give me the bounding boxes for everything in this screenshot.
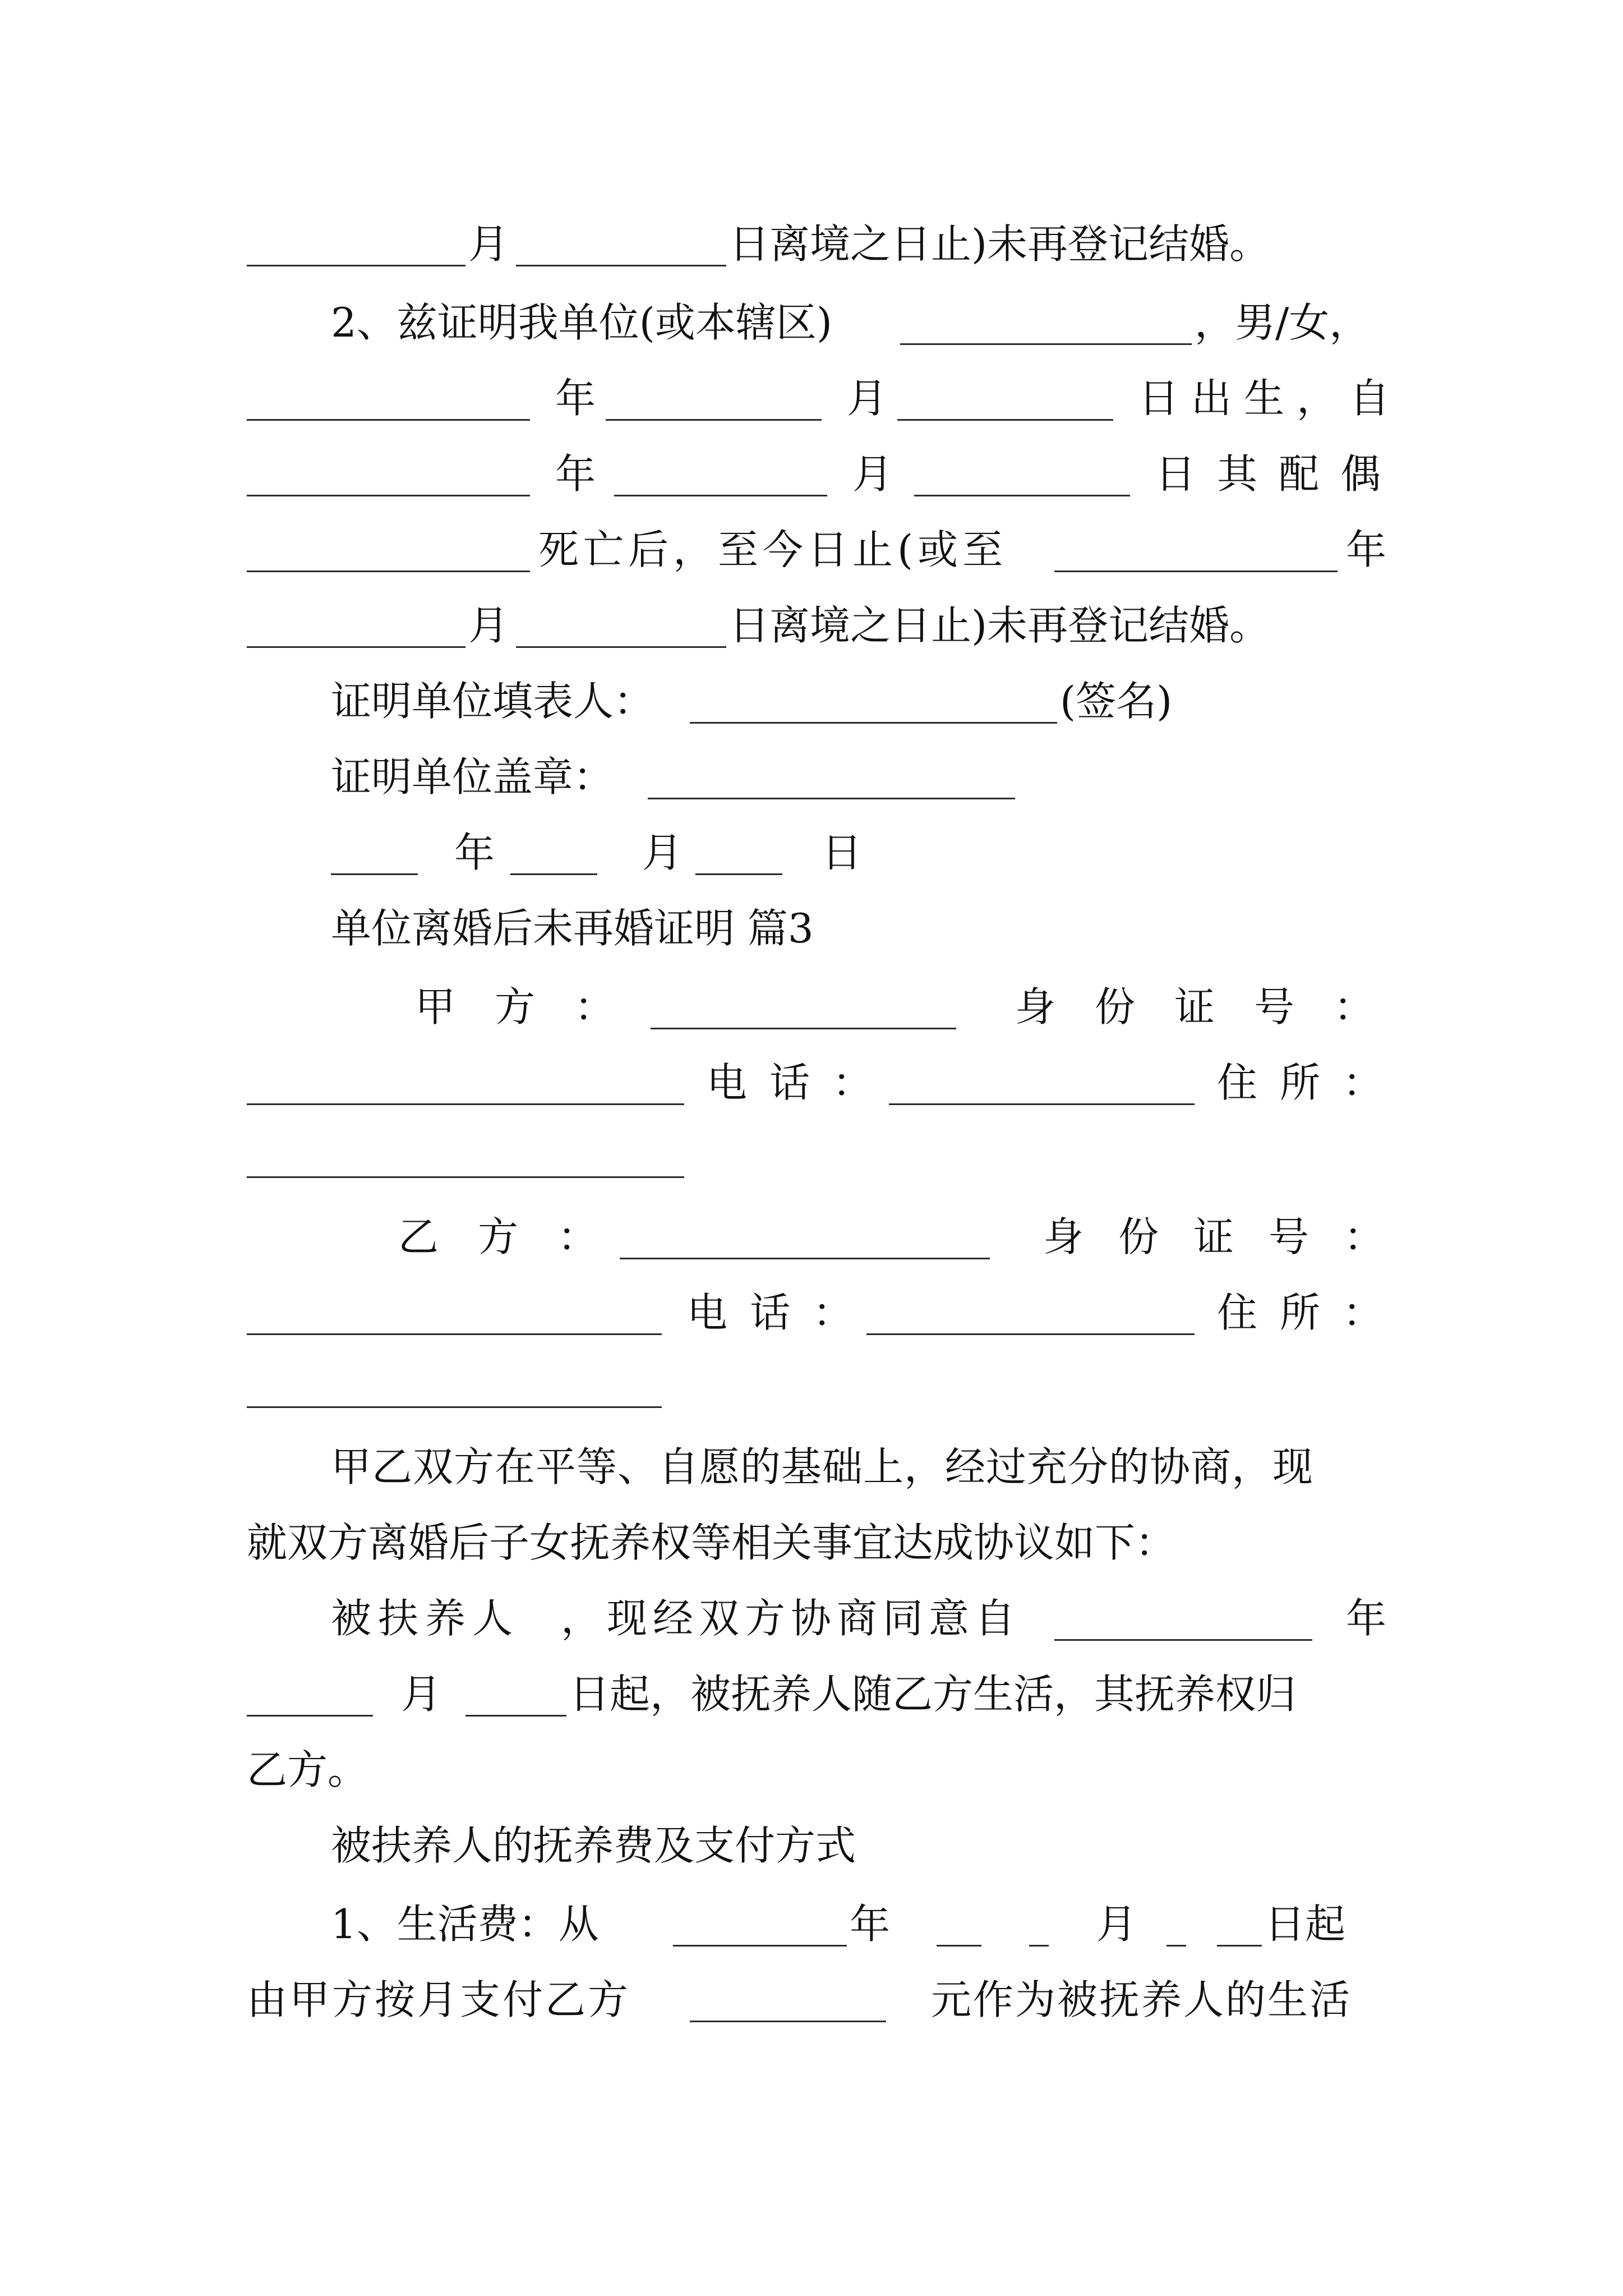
blank-field[interactable] (1054, 513, 1338, 572)
text-segment: 年 (454, 829, 495, 876)
text-segment: 乙方。 (247, 1746, 368, 1793)
blank-field[interactable] (937, 1888, 981, 1947)
text-segment: 月 (852, 450, 893, 498)
blank-field[interactable] (247, 1046, 684, 1105)
blank-field[interactable] (516, 589, 726, 648)
blank-field[interactable] (889, 1046, 1195, 1105)
blank-field[interactable] (516, 208, 726, 266)
text-line (247, 589, 1391, 662)
text-segment: 被扶养人的抚养费及支付方式 (331, 1822, 856, 1869)
text-line (247, 1046, 1406, 1119)
text-line (247, 1888, 1391, 1961)
text-segment: 年 (1346, 526, 1387, 573)
text-segment: 日 (822, 829, 863, 876)
blank-field[interactable] (1029, 1888, 1049, 1947)
blank-field[interactable] (1166, 1888, 1186, 1947)
blank-field[interactable] (247, 589, 465, 648)
text-line (247, 362, 1403, 435)
text-line (247, 1349, 1391, 1422)
text-segment: 就双方离婚后子女抚养权等相关事宜达成协议如下： (247, 1519, 1176, 1566)
text-segment: 住所： (1217, 1289, 1406, 1336)
text-segment: 年 (1346, 1595, 1387, 1642)
seal-blank[interactable] (648, 740, 1015, 799)
signer-blank[interactable] (690, 665, 1057, 724)
text-segment: 月 (847, 375, 888, 422)
blank-field[interactable] (914, 438, 1130, 496)
text-segment: 乙方： (398, 1213, 638, 1260)
text-line (247, 665, 1391, 738)
section-heading (247, 892, 1391, 965)
text-segment: 月 (468, 602, 509, 649)
text-segment: 年 (555, 375, 596, 422)
text-segment: 年 (555, 450, 596, 498)
text-segment: 身份证号： (1043, 1213, 1419, 1260)
blank-field[interactable] (247, 438, 530, 496)
text-segment: 身份证号： (1015, 983, 1414, 1030)
text-segment: 年 (850, 1901, 891, 1948)
text-line (247, 1963, 1391, 2036)
blank-field[interactable] (247, 362, 530, 421)
blank-field[interactable] (247, 1658, 373, 1717)
text-segment: 日起，被抚养人随乙方生活，其抚养权归 (569, 1671, 1297, 1718)
blank-field[interactable] (606, 362, 822, 421)
text-segment: 月 (642, 829, 683, 876)
text-segment: 月 (401, 1671, 442, 1718)
blank-field[interactable] (247, 513, 530, 572)
blank-field[interactable] (695, 816, 782, 875)
text-segment: 日出生，自 (1138, 375, 1403, 422)
heading-text: 单位离婚后未再婚证明 篇3 (331, 905, 814, 952)
blank-field[interactable] (510, 816, 597, 875)
text-line (247, 208, 1391, 280)
text-segment: 电话： (687, 1289, 876, 1336)
text-segment: 电话： (707, 1059, 896, 1106)
text-segment: 被扶养人 (331, 1595, 520, 1642)
text-segment: 证明单位盖章： (331, 753, 614, 800)
text-segment: 甲方： (415, 983, 654, 1030)
text-line (247, 816, 1391, 889)
paragraph-line (247, 1506, 1391, 1579)
text-segment: ，男/女， (1195, 299, 1370, 346)
blank-field[interactable] (690, 1963, 886, 2022)
text-segment: 住所： (1217, 1059, 1406, 1106)
blank-field[interactable] (673, 1888, 847, 1947)
text-line (247, 1582, 1391, 1655)
text-segment: 日离境之日止)未再登记结婚。 (729, 220, 1270, 268)
blank-field[interactable] (1054, 1582, 1312, 1641)
text-segment: 1、生活费：从 (331, 1901, 599, 1948)
paragraph-line (247, 1430, 1391, 1503)
text-segment: ，现经双方协商同意自 (561, 1595, 1021, 1642)
blank-field[interactable] (866, 1276, 1195, 1335)
blank-field[interactable] (247, 208, 465, 266)
text-line (247, 1658, 1391, 1731)
text-segment: 证明单位填表人： (331, 678, 654, 725)
blank-field[interactable] (614, 438, 827, 496)
blank-field[interactable] (1217, 1888, 1262, 1947)
text-line (247, 1200, 1419, 1273)
text-segment: 日其配偶 (1155, 450, 1403, 498)
text-line (247, 1119, 1391, 1192)
text-segment: 甲乙双方在平等、自愿的基础上，经过充分的协商，现 (331, 1443, 1314, 1490)
text-line (247, 1809, 1391, 1882)
blank-field[interactable] (651, 970, 956, 1029)
text-segment: (签名) (1060, 678, 1173, 725)
text-segment: 月 (1096, 1901, 1137, 1948)
text-line (247, 740, 1391, 813)
text-segment: 日离境之日止)未再登记结婚。 (729, 602, 1270, 649)
text-segment: 元作为被抚养人的生活 (931, 1976, 1352, 2023)
text-line (247, 438, 1403, 510)
blank-field[interactable] (247, 1119, 684, 1178)
text-segment: 由甲方按月支付乙方 (247, 1976, 631, 2023)
text-line (247, 513, 1391, 586)
text-line (247, 1733, 1391, 1806)
blank-field[interactable] (247, 1276, 662, 1335)
text-line (247, 970, 1414, 1043)
text-segment: 日起 (1265, 1901, 1346, 1948)
text-segment: 月 (468, 220, 509, 268)
blank-field[interactable] (897, 362, 1113, 421)
text-segment: 2、兹证明我单位(或本辖区) (331, 299, 832, 346)
blank-field[interactable] (465, 1658, 566, 1717)
blank-field[interactable] (620, 1200, 990, 1259)
blank-field[interactable] (900, 286, 1192, 345)
blank-field[interactable] (247, 1349, 662, 1408)
text-line (247, 286, 1391, 359)
text-segment: 死亡后，至今日止(或至 (538, 526, 1008, 573)
blank-field[interactable] (331, 816, 418, 875)
text-line (247, 1276, 1406, 1349)
